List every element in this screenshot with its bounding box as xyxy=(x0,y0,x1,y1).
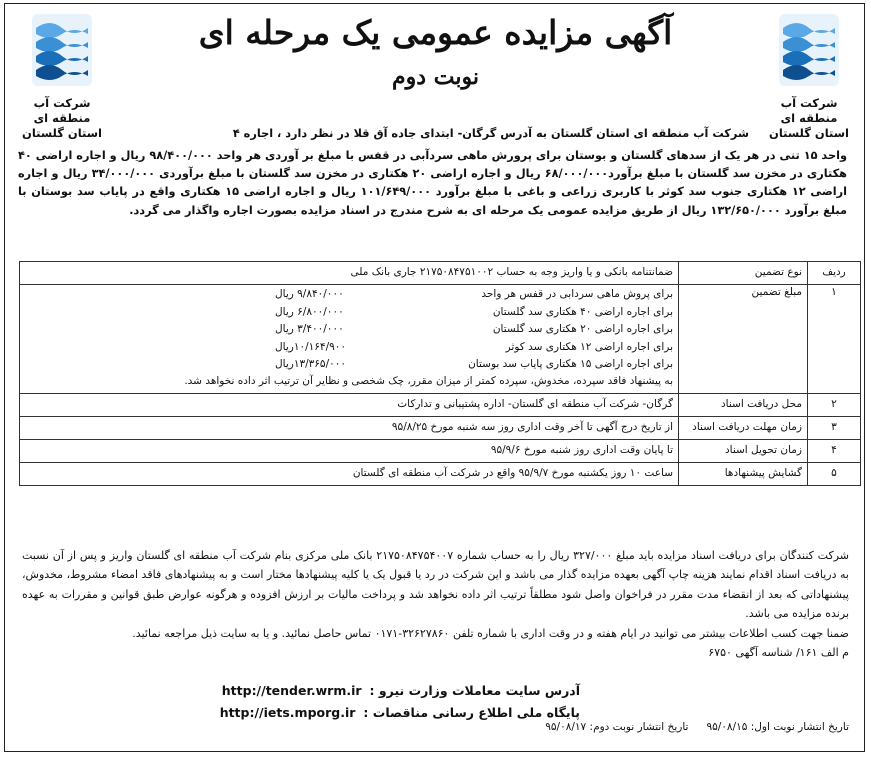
guarantee-amounts-cell xyxy=(20,285,679,394)
link-row-iets xyxy=(200,702,580,724)
logo-left-line2: استان گلستان xyxy=(22,126,102,140)
contact-info: ضمنا جهت کسب اطلاعات بیشتر می توانید در ایام هفته و در وقت اداری با شماره تلفن ۳۲۶۲۷۸۶۰-۰۱۷۱ تماس حاصل نمائید. و یا به سایت ذیل مراجعه نمائید. xyxy=(132,626,849,640)
guarantee-desc: برای اجاره اراضی ۱۲ هکتاری سد کوثر xyxy=(505,340,673,353)
iets-site-label: پایگاه ملی اطلاع رسانی مناقصات : xyxy=(363,705,580,720)
first-publish-date: تاریخ انتشار نوبت اول: ۹۵/۰۸/۱۵ xyxy=(706,721,849,733)
row-label: محل دریافت اسناد xyxy=(679,393,808,416)
notice-title: آگهی مزایده عمومی یک مرحله ای xyxy=(198,13,673,52)
guarantee-line xyxy=(25,356,673,374)
table-header-row xyxy=(20,262,861,285)
water-waves-logo-icon xyxy=(773,10,845,90)
row-value: از تاریخ درج آگهی تا آخر وقت اداری روز سه شنبه مورخ ۹۵/۸/۲۵ xyxy=(20,416,679,439)
company-logo-left xyxy=(14,10,110,141)
table-row xyxy=(20,462,861,485)
guarantee-desc: برای اجاره اراضی ۲۰ هکتاری سد گلستان xyxy=(492,323,673,335)
guarantee-amount: ۱۳/۳۶۵/۰۰۰ریال xyxy=(275,358,347,370)
guarantee-desc: برای اجاره اراضی ۴۰ هکتاری سد گلستان xyxy=(492,305,673,318)
header-row-number: ردیف xyxy=(808,262,861,285)
guarantee-desc: برای پروش ماهی سردابی در قفس هر واحد xyxy=(481,288,673,300)
row-label: زمان مهلت دریافت اسناد xyxy=(679,416,808,439)
intro-paragraph: واحد ۱۵ تنی در هر یک از سدهای گلستان و بوستان برای پرورش ماهی سردآبی در قفس با مبلغ بر آوردی هر واحد ۹۸/۴۰۰/۰۰۰ ریال و اجاره اراضی ۴۰ هکتاری در مخزن سد گلستان با مبلغ برآورد۶۸/۰۰۰/۰۰۰ ریال و اجاره اراضی ۲۰ هکتاری در مخزن سد گلستان با مبلغ برآوردی ۳۴/۰۰۰/۰۰۰ ریال و اجاره اراضی ۱۲ هکتاری جنوب سد کوثر با کاربری زراعی و باغی با مبلغ برآورد ۱۰۱/۶۴۹/۰۰۰ ریال و اجاره اراضی ۱۵ هکتاری واقع در پایاب سد بوستان با مبلغ برآورد ۱۳۲/۶۵۰/۰۰۰ ریال از طریق مزایده عمومی یک مرحله ای به شرح مندرج در اسناد مزایده بصورت اجاره واگذار می گردد. xyxy=(18,149,848,217)
guarantee-condition: به پیشنهاد فاقد سپرده، مخدوش، سپرده کمتر از میزان مقرر، چک شخصی و نظایر آن ترتیب اثر داده نخواهد شد. xyxy=(184,374,673,387)
tender-site-link[interactable]: http://tender.wrm.ir xyxy=(221,683,362,698)
link-row-tender xyxy=(200,680,580,702)
water-waves-logo-icon xyxy=(26,10,98,90)
guarantee-amount: ۶/۸۰۰/۰۰۰ ریال xyxy=(275,305,344,318)
logo-left-line1: شرکت آب منطقه ای xyxy=(33,96,91,125)
row-number: ۴ xyxy=(808,439,861,462)
iets-site-link[interactable]: http://iets.mporg.ir xyxy=(219,705,356,720)
table-row xyxy=(20,285,861,394)
publication-dates xyxy=(545,719,849,735)
company-logo-right xyxy=(761,10,857,141)
row-number: ۳ xyxy=(808,416,861,439)
guarantee-line xyxy=(25,339,673,357)
row-value: ساعت ۱۰ روز یکشنبه مورخ ۹۵/۹/۷ واقع در شرکت آب منطقه ای گلستان xyxy=(20,462,679,485)
guarantee-amount: ۱۰/۱۶۴/۹۰۰ریال xyxy=(275,340,347,353)
row-label: زمان تحویل اسناد xyxy=(679,439,808,462)
guarantee-amount: ۹/۸۴۰/۰۰۰ ریال xyxy=(275,288,344,300)
guarantee-desc: برای اجاره اراضی ۱۵ هکتاری پایاب سد بوستان xyxy=(468,358,673,370)
row-number: ۲ xyxy=(808,393,861,416)
second-publish-date: تاریخ انتشار نوبت دوم: ۹۵/۰۸/۱۷ xyxy=(545,721,689,733)
guarantee-amount: ۳/۴۰۰/۰۰۰ ریال xyxy=(275,323,344,335)
row-label: گشایش پیشنهادها xyxy=(679,462,808,485)
website-links xyxy=(200,680,580,724)
header-guarantee-type: نوع تضمین xyxy=(679,262,808,285)
intro-first-line: شرکت آب منطقه ای استان گلستان به آدرس گرگان- ابتدای جاده آق قلا در نظر دارد ، اجاره ۴ xyxy=(232,127,749,140)
row-number: ۱ xyxy=(808,285,861,394)
guarantee-line xyxy=(25,304,673,322)
tender-details-table xyxy=(19,261,861,486)
row-number: ۵ xyxy=(808,462,861,485)
guarantee-line xyxy=(25,321,673,339)
notice-subtitle: نوبت دوم xyxy=(392,64,479,90)
logo-right-line2: استان گلستان xyxy=(769,126,849,140)
row-value: تا پایان وقت اداری روز شنبه مورخ ۹۵/۹/۶ xyxy=(20,439,679,462)
table-row xyxy=(20,416,861,439)
header-guarantee-account: ضمانتنامه بانکی و یا واریز وجه به حساب ۲۱۷۵۰۸۴۷۵۱۰۰۲ جاری بانک ملی xyxy=(20,262,679,285)
tender-site-label: آدرس سایت معاملات وزارت نیرو : xyxy=(369,683,580,698)
notes-section xyxy=(22,546,849,662)
table-row xyxy=(20,393,861,416)
guarantee-line xyxy=(25,286,673,304)
table-row xyxy=(20,439,861,462)
row-label: مبلغ تضمین xyxy=(679,285,808,394)
notes-paragraph: شرکت کنندگان برای دریافت اسناد مزایده باید مبلغ ۳۲۷/۰۰۰ ریال را به حساب شماره ۲۱۷۵۰۸۴۷۵۴۰۰۷ بانک ملی مرکزی بنام شرکت آب منطقه ای گلستان واریز و پس از آن نسبت به دریافت اسناد اقدام نمایند هزینه چاپ آگهی بعهده مزایده گذار می باشد و این شرکت در رد یا قبول یک یا کلیه پیشنهادها مختار است و به پیشنهادهای فاقد امضاء مشروط، مخدوش، پیشنهاداتی که بعد از انقضاء مدت مقرر در فراخوان واصل شود مطلقاً ترتیب اثر داده نخواهد شد و پرداخت مالیات بر ارزش افزوده و هرگونه عوارض طبق قوانین و مقررات به عهده برنده مزایده می باشد. xyxy=(22,549,849,621)
notice-code: م الف ۱۶۱/ شناسه آگهی ۶۷۵۰ xyxy=(708,646,849,660)
row-value: گرگان- شرکت آب منطقه ای گلستان- اداره پشتیبانی و تدارکات xyxy=(20,393,679,416)
logo-right-line1: شرکت آب منطقه ای xyxy=(780,96,838,125)
